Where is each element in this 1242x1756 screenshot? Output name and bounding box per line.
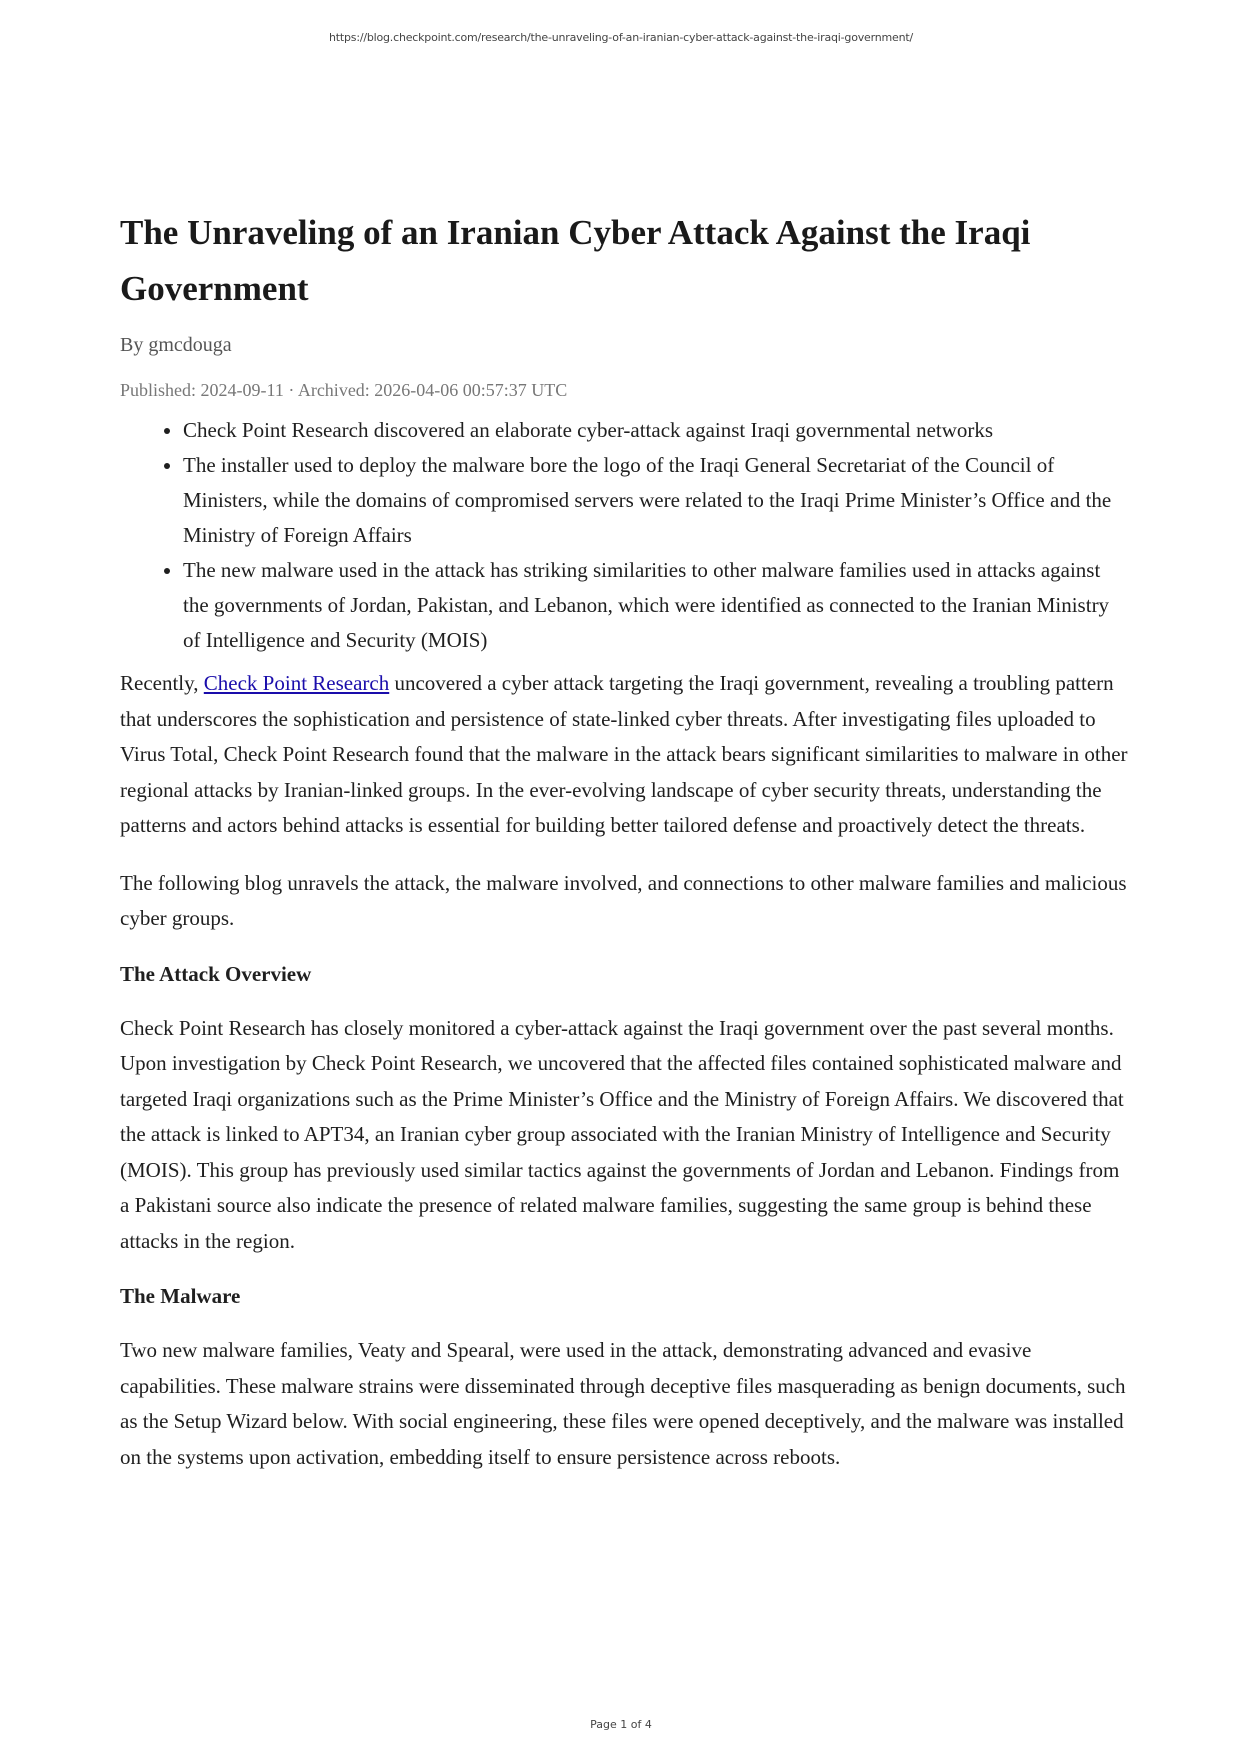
page-url-header: https://blog.checkpoint.com/research/the-unraveling-of-an-iranian-cyber-attack-against-the-iraqi-government/ (329, 31, 913, 44)
malware-paragraph: Two new malware families, Veaty and Spearal, were used in the attack, demonstrating advanced and evasive capabilities. These malware strains were disseminated through deceptive files masquerading as benign documents, such as the Setup Wizard below. With social engineering, these files were opened deceptively, and the malware was installed on the systems upon activation, embedding itself to ensure persistence across reboots. (120, 1338, 1126, 1469)
check-point-research-link[interactable]: Check Point Research (203, 671, 390, 695)
summary-bullet-list (120, 413, 1130, 658)
attack-overview-paragraph: Check Point Research has closely monitored a cyber-attack against the Iraqi government over the past several months. Upon investigation by Check Point Research, we uncovered that the affected files contained sophisticated malware and targeted Iraqi organizations such as the Prime Minister’s Office and the Ministry of Foreign Affairs. We discovered that the attack is linked to APT34, an Iranian cyber group associated with the Iranian Ministry of Intelligence and Security (MOIS). This group has previously used similar tactics against the governments of Jordan and Lebanon. Findings from a Pakistani source also indicate the presence of related malware families, suggesting the same group is behind these attacks in the region. (120, 1015, 1124, 1253)
page-number: Page 1 of 4 (590, 1718, 652, 1731)
section-heading-attack-overview: The Attack Overview (120, 961, 312, 986)
intro-paragraph (120, 666, 1130, 844)
intro-prefix: Recently, (120, 671, 204, 695)
paragraph: The following blog unravels the attack, the malware involved, and connections to other malware families and malicious cyber groups. (120, 870, 1127, 930)
summary-bullet: • Check Point Research discovered an elaborate cyber-attack against Iraqi governmental networks (183, 413, 1130, 448)
intro-suffix: uncovered a cyber attack targeting the Iraqi government, revealing a troubling pattern that underscores the sophistication and persistence of state-linked cyber threats. After investigating files uploaded to Virus Total, Check Point Research found that the malware in the attack bears significant similarities to malware in other regional attacks by Iranian-linked groups. In the ever-evolving landscape of cyber security threats, understanding the patterns and actors behind attacks is essential for building better tailored defense and proactively detect the threats. (120, 671, 1128, 837)
article-title: The Unraveling of an Iranian Cyber Attack Against the Iraqi Government (120, 213, 1031, 308)
summary-bullet: • The new malware used in the attack has striking similarities to other malware families used in attacks against the governments of Jordan, Pakistan, and Lebanon, which were identified as connected to the Iranian Ministry of Intelligence and Security (MOIS) (183, 553, 1130, 658)
publish-meta: Published: 2024-09-11 · Archived: 2026-04-06 00:57:37 UTC (120, 380, 568, 400)
article (120, 205, 1130, 1497)
section-heading-malware: The Malware (120, 1284, 241, 1308)
summary-bullet: • The installer used to deploy the malware bore the logo of the Iraqi General Secretariat of the Council of Ministers, while the domains of compromised servers were related to the Iraqi Prime Minister’s Office and the Ministry of Foreign Affairs (183, 448, 1130, 553)
author-byline: By gmcdouga (120, 334, 232, 356)
